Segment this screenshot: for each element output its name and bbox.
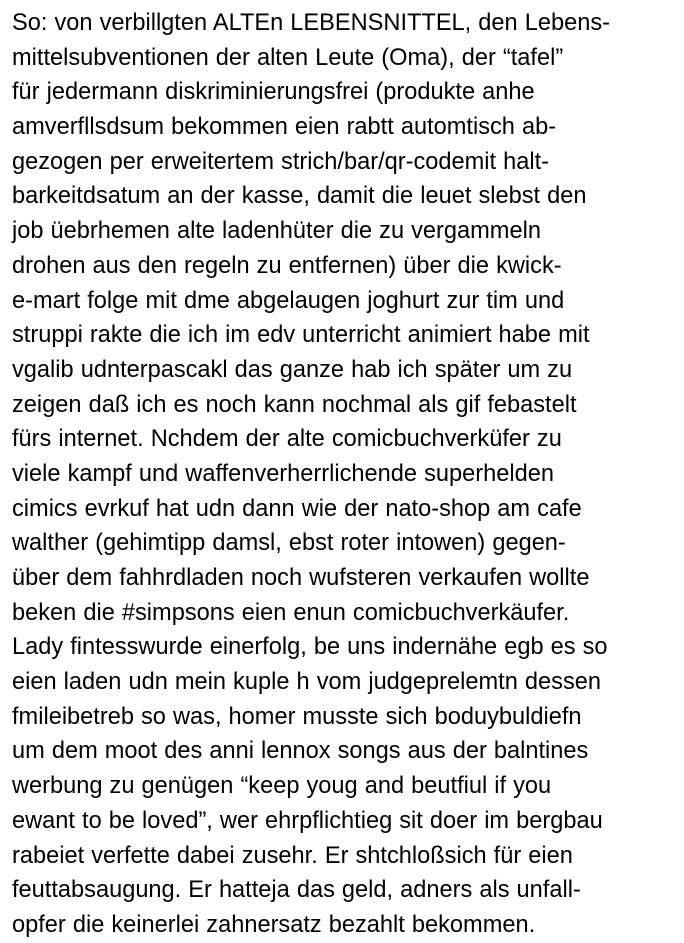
text-line: amverfllsdsum bekommen eien rabtt automtisch ab- (12, 114, 557, 141)
text-line: viele kampf und waffenverherrlichende superhelden (12, 460, 554, 487)
text-line: fmileibetreb so was, homer musste sich boduybuldiefn (12, 703, 582, 730)
text-line: um dem moot des anni lennox songs aus der balntines (12, 738, 589, 765)
text-line: drohen aus den regeln zu entfernen) über die kwick- (12, 252, 562, 279)
text-line: für jedermann diskriminierungsfrei (produkte anhe (12, 79, 535, 106)
text-line: über dem fahhrdladen noch wufsteren verkaufen wollte (12, 565, 590, 591)
text-line: fürs internet. Nchdem der alte comicbuchverküfer zu (12, 426, 562, 453)
text-line: rabeiet verfette dabei zusehr. Er shtchloßsich für eien (12, 842, 573, 869)
text-line: eien laden udn mein kuple h vom judgeprelemtn dessen (12, 669, 601, 696)
text-line: barkeitdsatum an der kasse, damit die leuet slebst den (12, 183, 587, 210)
text-line: e-mart folge mit dme abgelaugen joghurt zur tim und (12, 287, 565, 314)
text-line: vgalib udnterpascakl das ganze hab ich später um zu (12, 356, 573, 383)
text-line: beken die #simpsons eien enun comicbuchverkäufer. (12, 599, 570, 626)
text-line: cimics evrkuf hat udn dann wie der nato-shop am cafe (12, 495, 582, 522)
body-text (12, 6, 678, 943)
text-line: struppi rakte die ich im edv unterricht animiert habe mit (12, 322, 590, 349)
text-line: job üebrhemen alte ladenhüter die zu vergammeln (12, 218, 541, 245)
text-line: gezogen per erweitertem strich/bar/qr-codemit halt- (12, 148, 550, 175)
text-line: zeigen daß ich es noch kann nochmal als gif febastelt (12, 391, 577, 418)
text-line: mittelsubventionen der alten Leute (Oma), der “tafel” (12, 44, 564, 71)
text-line: opfer die keinerlei zahnersatz bezahlt bekommen. (12, 911, 536, 938)
text-line: Lady fintesswurde einerfolg, be uns indernähe egb es so (12, 634, 608, 661)
text-line: walther (gehimtipp damsl, ebst roter intowen) gegen- (12, 530, 566, 557)
text-line: So: von verbillgten ALTEn LEBENSNITTEL, den Lebens- (12, 10, 610, 36)
text-line: feuttabsaugung. Er hatteja das geld, adners als unfall- (12, 877, 581, 904)
text-line: ewant to be loved”, wer ehrpflichtieg sit doer im bergbau (12, 807, 603, 834)
text-line: werbung zu genügen “keep youg and beutfiul if you (12, 773, 552, 800)
